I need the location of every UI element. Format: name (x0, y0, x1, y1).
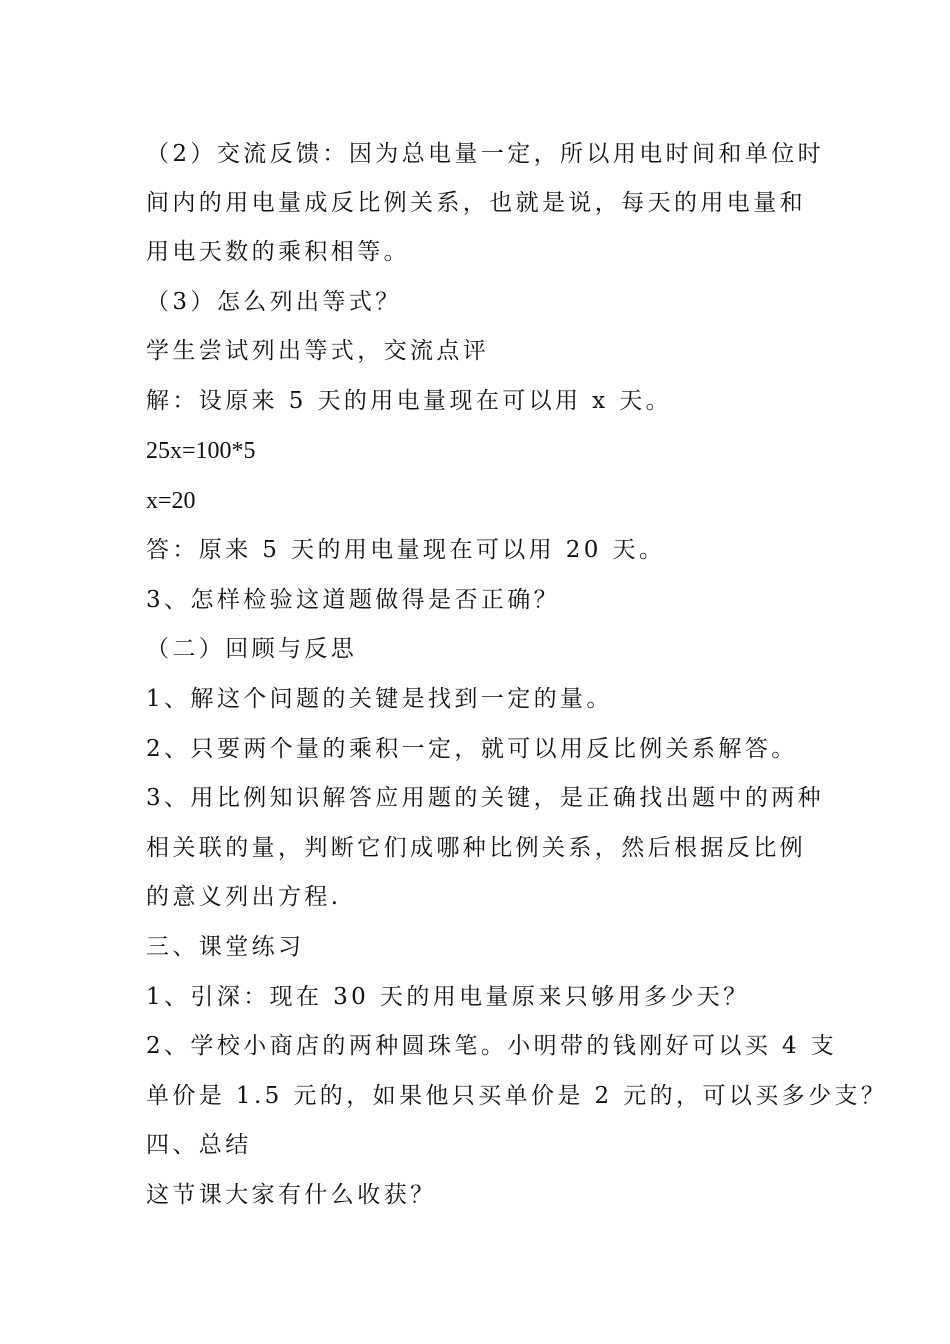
question-how-to-write-equation: （3）怎么列出等式？ (146, 289, 402, 315)
paragraph-feedback-line-1: （2）交流反馈：因为总电量一定，所以用电时间和单位时 (146, 141, 825, 167)
students-try-equation: 学生尝试列出等式，交流点评 (146, 338, 490, 364)
section-review-heading: （二）回顾与反思 (146, 636, 358, 662)
review-point-3-line-3: 的意义列出方程. (146, 884, 342, 910)
equation-result: x=20 (146, 488, 196, 514)
section-practice-heading: 三、课堂练习 (146, 934, 305, 960)
review-point-1: 1、解这个问题的关键是找到一定的量。 (146, 686, 613, 712)
summary-question: 这节课大家有什么收获？ (146, 1182, 437, 1208)
review-point-2: 2、只要两个量的乘积一定，就可以用反比例关系解答。 (146, 736, 798, 762)
answer-line: 答：原来 5 天的用电量现在可以用 20 天。 (146, 537, 666, 563)
practice-item-2-line-1: 2、学校小商店的两种圆珠笔。小明带的钱刚好可以买 4 支 (146, 1033, 838, 1059)
equation-line: 25x=100*5 (146, 438, 256, 464)
practice-item-2-line-2: 单价是 1.5 元的，如果他只买单价是 2 元的，可以买多少支？ (146, 1083, 888, 1109)
paragraph-feedback-line-2: 间内的用电量成反比例关系，也就是说，每天的用电量和 (146, 190, 806, 216)
practice-item-1: 1、引深：现在 30 天的用电量原来只够用多少天？ (146, 984, 750, 1010)
section-summary-heading: 四、总结 (146, 1132, 252, 1158)
review-point-3-line-2: 相关联的量，判断它们成哪种比例关系，然后根据反比例 (146, 835, 806, 861)
check-question: 3、怎样检验这道题做得是否正确？ (146, 587, 561, 613)
paragraph-feedback-line-3: 用电天数的乘积相等。 (146, 239, 410, 265)
solution-setup: 解：设原来 5 天的用电量现在可以用 x 天。 (146, 388, 673, 414)
review-point-3-line-1: 3、用比例知识解答应用题的关键，是正确找出题中的两种 (146, 785, 825, 811)
